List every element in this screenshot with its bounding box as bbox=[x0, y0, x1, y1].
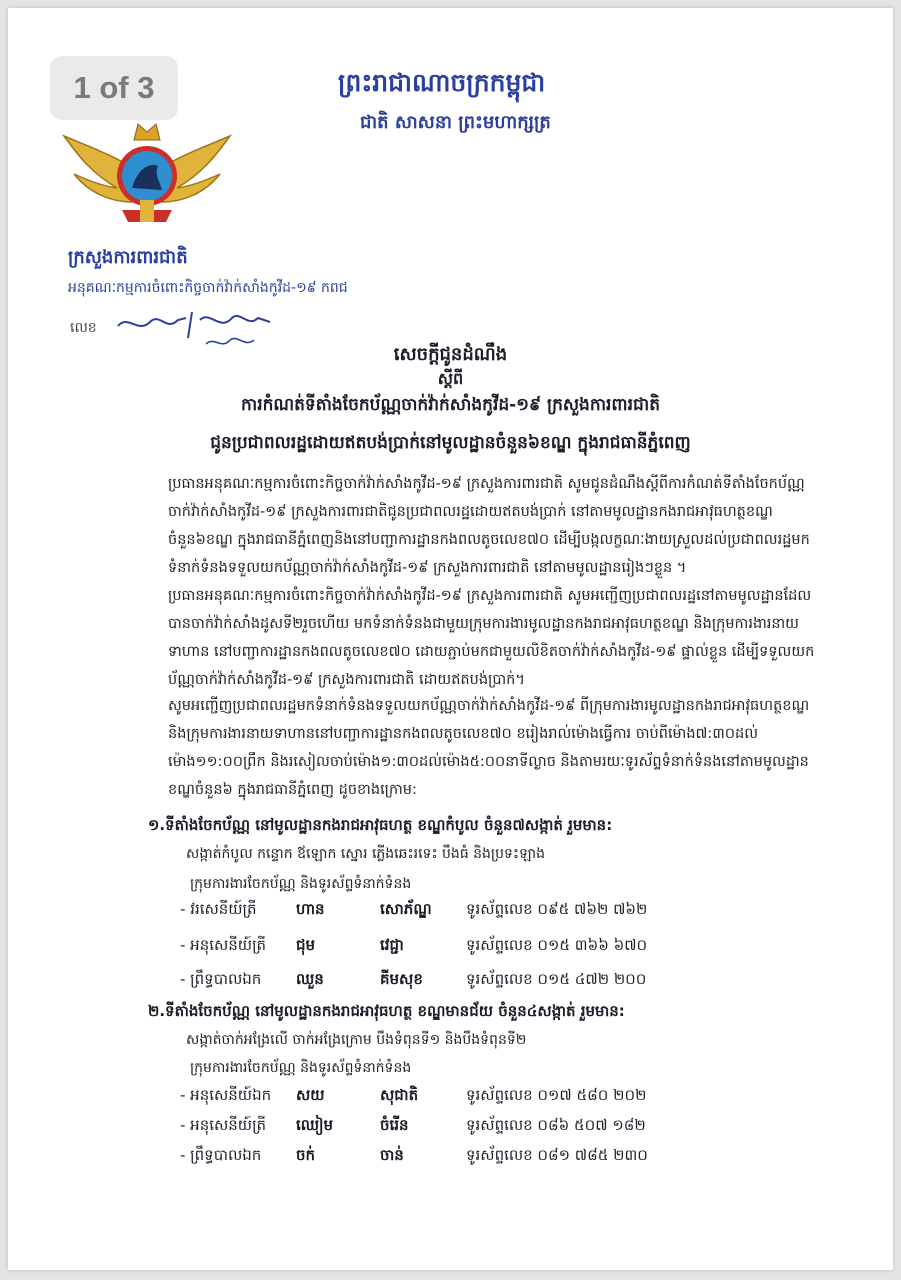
subcommittee-name: អនុគណៈកម្មការចំពោះកិច្ចចាក់វ៉ាក់សាំងកូវីដ-១៩ កពជ bbox=[68, 280, 348, 296]
notice-title: សេចក្តីជូនដំណឹង bbox=[393, 344, 508, 365]
notice-subject-line-1: ការកំណត់ទីតាំងចែកប័ណ្ណចាក់វ៉ាក់សាំងកូវីដ-១៩ ក្រសួងការពារជាតិ bbox=[241, 395, 660, 415]
document-page[interactable] bbox=[8, 8, 893, 1270]
contact-first-name: ចក់ bbox=[296, 1146, 316, 1164]
notice-about-label: ស្តីពី bbox=[437, 369, 464, 388]
contact-last-name: ចំរើន bbox=[380, 1116, 409, 1134]
section-1-team-label: ក្រុមការងារចែកប័ណ្ណ និងទូរស័ព្ទទំនាក់ទំនង bbox=[190, 876, 412, 892]
contact-last-name: សោភ័ណ្ឌ bbox=[380, 900, 432, 918]
contact-row bbox=[180, 970, 740, 1000]
contact-first-name: ឈៀម bbox=[296, 1116, 334, 1134]
contact-row bbox=[180, 936, 740, 966]
contact-last-name: សុជាតិ bbox=[380, 1086, 419, 1104]
contact-phone: ទូរស័ព្ទលេខ ០១៥ ៣៦៦ ៦៧០ bbox=[466, 936, 648, 954]
contact-rank: - ព្រឹទ្ធបាលឯក bbox=[180, 970, 262, 988]
contact-rank: - អនុសេនីយ៍ត្រី bbox=[180, 936, 267, 954]
contact-row bbox=[180, 900, 740, 930]
contact-phone: ទូរស័ព្ទលេខ ០៨១ ៧៨៥ ២៣០ bbox=[466, 1146, 648, 1164]
contact-last-name: គីមសុខ bbox=[380, 970, 423, 988]
notice-subject-line-2: ជូនប្រជាពលរដ្ឋដោយឥតបង់ប្រាក់នៅមូលដ្ឋានចំនួន៦ខណ្ឌ ក្នុងរាជធានីភ្នំពេញ bbox=[210, 433, 691, 453]
contact-row bbox=[180, 1086, 740, 1116]
contact-phone: ទូរស័ព្ទលេខ ០១៧ ៥៨០ ២០២ bbox=[466, 1086, 647, 1104]
contact-row bbox=[180, 1116, 740, 1146]
ministry-emblem-icon bbox=[62, 118, 232, 238]
section-1-locations: សង្កាត់កំបូល កន្ទោក ឪឡោក ស្នោរ ភ្លើងឆេះរទេះ បឹងធំ និងប្រទះឡាង bbox=[186, 846, 545, 862]
contact-first-name: ជុម bbox=[296, 936, 316, 954]
contact-phone: ទូរស័ព្ទលេខ ០១៥ ៤៧២ ២០០ bbox=[466, 970, 647, 988]
body-paragraph-1: ប្រធានអនុគណៈកម្មការចំពោះកិច្ចចាក់វ៉ាក់សាំងកូវីដ-១៩ ក្រសួងការពារជាតិ សូមជូនដំណឹងស្តីពីការកំណត់ទីតាំងចែកប័ណ្ណចាក់វ៉ាក់សាំងកូវីដ-១៩ ក្រសួងការពារជាតិជូនប្រជាពលរដ្ឋដោយឥតបង់ប្រាក់ នៅតាមមូលដ្ឋានកងរាជអាវុធហត្ថខណ្ឌ ចំនួន៦ខណ្ឌ ក្នុងរាជធានីភ្នំពេញនិងនៅបញ្ជាការដ្ឋានកងពលតូចលេខ៧០ ដើម្បីបង្កលក្ខណៈងាយស្រួលដល់ប្រជាពលរដ្ឋមកទំនាក់ទំនងទទួលយកប័ណ្ណចាក់វ៉ាក់សាំងកូវីដ-១៩ ក្រសួងការពារជាតិ នៅតាមមូលដ្ឋានរៀងៗខ្លួន ។ bbox=[168, 476, 810, 576]
section-2-locations: សង្កាត់ចាក់អង្រែលើ ចាក់អង្រែក្រោម បឹងទំពុនទី១ និងបឹងទំពុនទី២ bbox=[186, 1032, 527, 1048]
contact-first-name: សយ bbox=[296, 1086, 325, 1104]
body-paragraph-3: សូមអញ្ជើញប្រជាពលរដ្ឋមកទំនាក់ទំនងទទួលយកប័ណ្ណចាក់វ៉ាក់សាំងកូវីដ-១៩ ពីក្រុមការងារមូលដ្ឋានកងរាជអាវុធហត្ថខណ្ឌ និងក្រុមការងារនាយទាហាននៅបញ្ជាការដ្ឋានកងពលតូចលេខ៧០ ខរៀងរាល់ម៉ោងធ្វើការ ចាប់ពីម៉ោង៧:៣០ដល់ម៉ោង១១:០០ព្រឹក និងរសៀលចាប់ម៉ោង១:៣០ដល់ម៉ោង៥:០០នាទីល្ងាច និងតាមរយៈទូរស័ព្ទទំនាក់ទំនងនៅតាមមូលដ្ឋានខណ្ឌចំនួន៦ ក្នុងរាជធានីភ្នំពេញ ដូចខាងក្រោម: bbox=[168, 698, 810, 798]
section-1-heading: ១.ទីតាំងចែកប័ណ្ណ នៅមូលដ្ឋានកងរាជអាវុធហត្ថ ខណ្ឌកំបូល ចំនួន៧សង្កាត់ រួមមាន: bbox=[148, 816, 613, 834]
contact-last-name: វេជ្ជា bbox=[380, 936, 404, 954]
ministry-name: ក្រសួងការពារជាតិ bbox=[68, 247, 188, 268]
contact-phone: ទូរស័ព្ទលេខ ០៨៦ ៥០៧ ១៨២ bbox=[466, 1116, 646, 1134]
section-2-heading: ២.ទីតាំងចែកប័ណ្ណ នៅមូលដ្ឋានកងរាជអាវុធហត្ថ ខណ្ឌមានជ័យ ចំនួន៤សង្កាត់ រួមមាន: bbox=[148, 1002, 625, 1020]
reference-number-label: លេខ bbox=[70, 320, 97, 336]
kingdom-motto: ជាតិ សាសនា ព្រះមហាក្សត្រ bbox=[360, 112, 551, 133]
contact-rank: - អនុសេនីយ៍ឯក bbox=[180, 1086, 272, 1104]
contact-phone: ទូរស័ព្ទលេខ ០៩៥ ៧៦២ ៧៦២ bbox=[466, 900, 648, 918]
page-counter-badge: 1 of 3 bbox=[50, 56, 178, 120]
contact-rank: - ព្រឹទ្ធបាលឯក bbox=[180, 1146, 262, 1164]
contact-last-name: ចាន់ bbox=[380, 1146, 404, 1164]
contact-first-name: ឈួន bbox=[296, 970, 324, 988]
contact-first-name: ហាន bbox=[296, 900, 325, 918]
contact-rank: - វរសេនីយ៍ត្រី bbox=[180, 900, 257, 918]
body-paragraph-2: ប្រធានអនុគណៈកម្មការចំពោះកិច្ចចាក់វ៉ាក់សាំងកូវីដ-១៩ ក្រសួងការពារជាតិ សូមអញ្ជើញប្រជាពលរដ្ឋនៅតាមមូលដ្ឋានដែលបានចាក់វ៉ាក់សាំងដូសទី២រួចហើយ មកទំនាក់ទំនងជាមួយក្រុមការងារមូលដ្ឋានកងរាជអាវុធហត្ថខណ្ឌ និងក្រុមការងារនាយទាហាន នៅបញ្ជាការដ្ឋានកងពលតូចលេខ៧០ ដោយភ្ជាប់មកជាមួយលិខិតចាក់វ៉ាក់សាំងកូវីដ-១៩ ផ្ទាល់ខ្លួន ដើម្បីទទួលយកប័ណ្ណចាក់វ៉ាក់សាំងកូវីដ-១៩ ក្រសួងការពារជាតិ ដោយឥតបង់ប្រាក់។ bbox=[168, 588, 815, 688]
contact-row bbox=[180, 1146, 740, 1176]
contact-rank: - អនុសេនីយ៍ត្រី bbox=[180, 1116, 267, 1134]
kingdom-title: ព្រះរាជាណាចក្រកម្ពុជា bbox=[338, 68, 546, 97]
section-2-team-label: ក្រុមការងារចែកប័ណ្ណ និងទូរស័ព្ទទំនាក់ទំនង bbox=[190, 1060, 412, 1076]
